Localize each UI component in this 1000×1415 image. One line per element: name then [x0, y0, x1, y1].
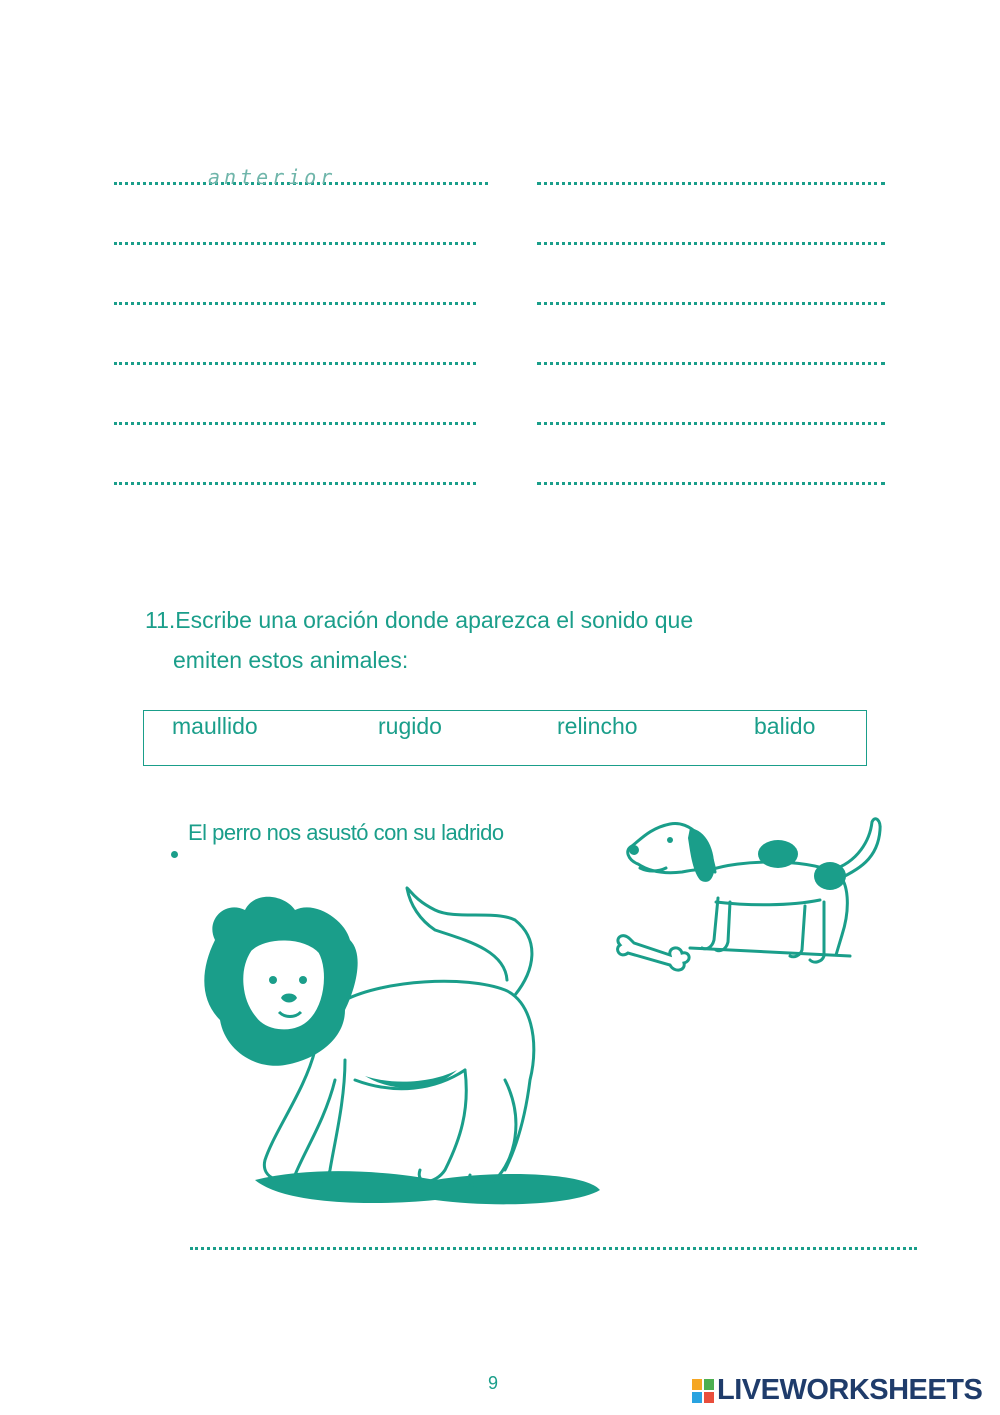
answer-field-right-3[interactable] [537, 302, 885, 305]
lion-illustration [195, 880, 615, 1210]
answer-field-left-3[interactable] [114, 302, 476, 305]
question-text-line2: emiten estos animales: [173, 647, 409, 673]
answer-field-value: anterior [208, 165, 337, 189]
question-text-line1: Escribe una oración donde aparezca el sonido que [175, 607, 694, 633]
answer-field-left-4[interactable] [114, 362, 476, 365]
answer-field-left-6[interactable] [114, 482, 476, 485]
brand-name: LIVEWORKSHEETS [717, 1374, 983, 1406]
liveworksheets-logo-icon [692, 1379, 714, 1403]
answer-field-right-5[interactable] [537, 422, 885, 425]
bone-illustration [612, 925, 702, 980]
word-bank [143, 710, 867, 766]
answer-field-right-1[interactable] [537, 182, 885, 185]
word-bank-item: rugido [378, 713, 442, 739]
sentence-answer-field[interactable] [190, 1247, 917, 1250]
brand-logo[interactable] [692, 1374, 982, 1407]
page-number: 9 [488, 1373, 499, 1393]
question-title [145, 600, 810, 680]
bullet-icon [171, 851, 178, 858]
answer-field-left-5[interactable] [114, 422, 476, 425]
answer-field-right-6[interactable] [537, 482, 885, 485]
answer-field-left-2[interactable] [114, 242, 476, 245]
word-bank-item: relincho [557, 713, 638, 739]
word-bank-item: balido [754, 713, 816, 739]
example-answer: El perro nos asustó con su ladrido [188, 820, 504, 845]
answer-field-right-4[interactable] [537, 362, 885, 365]
word-bank-item: maullido [172, 713, 258, 739]
question-number: 11. [145, 607, 176, 633]
answer-field-right-2[interactable] [537, 242, 885, 245]
